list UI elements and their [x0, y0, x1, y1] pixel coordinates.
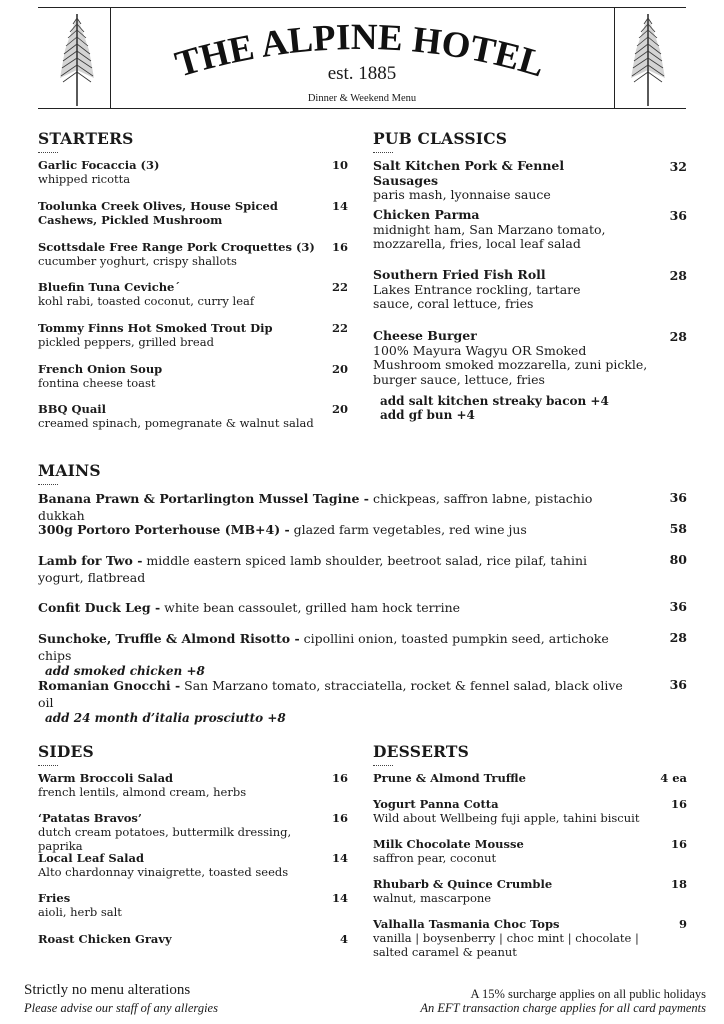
item-desc: cipollini onion, toasted pumpkin seed, artichoke chips: [38, 631, 609, 663]
item-name: ‘Patatas Bravos’: [38, 811, 142, 825]
menu-item: [38, 771, 338, 799]
item-desc: white bean cassoulet, grilled ham hock terrine: [164, 600, 461, 615]
item-desc: Wild about Wellbeing fuji apple, tahini biscuit: [373, 811, 640, 825]
item-name: Banana Prawn & Portarlington Mussel Tagine -: [38, 491, 369, 506]
menu-item: [38, 811, 338, 853]
item-desc: creamed spinach, pomegranate & walnut salad: [38, 416, 314, 430]
menu-item: [38, 199, 323, 227]
addon-bacon: add salt kitchen streaky bacon +4: [380, 394, 609, 408]
item-desc: Alto chardonnay vinaigrette, toasted seeds: [38, 865, 289, 879]
item-name: Scottsdale Free Range Pork Croquettes (3): [38, 240, 315, 254]
menu-item: [373, 797, 648, 825]
item-desc: saffron pear, coconut: [373, 851, 497, 865]
addon-gf-bun: add gf bun +4: [380, 408, 475, 422]
item-price: 18: [670, 877, 687, 891]
menu-item: [38, 240, 338, 268]
item-name: 300g Portoro Porterhouse (MB+4) -: [38, 522, 290, 537]
menu-item: [38, 490, 638, 524]
item-name: French Onion Soup: [38, 362, 163, 376]
item-price: 16: [670, 797, 687, 811]
item-name: Tommy Finns Hot Smoked Trout Dip: [38, 321, 273, 335]
item-price: 4 ea: [660, 771, 687, 785]
menu-item: [38, 521, 638, 538]
menu-item: [38, 932, 338, 946]
item-price: 4: [339, 932, 348, 946]
item-price: 16: [331, 771, 348, 785]
menu-item: [38, 552, 628, 586]
item-desc: chickpeas, saffron labne, pistachio dukkah: [38, 491, 593, 523]
item-price: 14: [331, 851, 348, 865]
menu-item: [373, 159, 633, 203]
mains-heading: MAINS: [38, 461, 101, 480]
item-name: Valhalla Tasmania Choc Tops: [373, 917, 560, 931]
item-name: Confit Duck Leg -: [38, 600, 161, 615]
item-desc: kohl rabi, toasted coconut, curry leaf: [38, 294, 255, 308]
item-desc: cucumber yoghurt, crispy shallots: [38, 254, 237, 268]
item-desc: dutch cream potatoes, buttermilk dressing, paprika: [38, 825, 292, 853]
item-price: 20: [331, 402, 348, 416]
item-name: Warm Broccoli Salad: [38, 771, 174, 785]
item-name: Roast Chicken Gravy: [38, 932, 172, 946]
hotel-title-text: THE ALPINE HOTEL: [170, 18, 550, 86]
item-name: Rhubarb & Quince Crumble: [373, 877, 553, 891]
menu-item: [38, 630, 638, 678]
desserts-heading: DESSERTS: [373, 742, 470, 761]
menu-item: [38, 891, 338, 919]
menu-item: [373, 877, 643, 905]
item-desc: San Marzano tomato, stracciatella, rocket & fennel salad, black olive oil: [38, 678, 623, 710]
item-desc: fontina cheese toast: [38, 376, 156, 390]
item-price: 28: [669, 630, 687, 645]
menu-item: [38, 402, 338, 430]
item-name: Southern Fried Fish Roll: [373, 267, 546, 282]
item-price: 36: [669, 208, 687, 223]
item-desc: vanilla | boysenberry | choc mint | chocolate | salted caramel & peanut: [373, 931, 639, 959]
menu-item: [38, 677, 638, 725]
item-name: Local Leaf Salad: [38, 851, 145, 865]
item-name: Sunchoke, Truffle & Almond Risotto -: [38, 631, 300, 646]
item-price: 32: [669, 159, 687, 174]
item-name: Garlic Focaccia (3): [38, 158, 160, 172]
item-desc: middle eastern spiced lamb shoulder, beetroot salad, rice pilaf, tahini yogurt, flatbread: [38, 553, 587, 585]
menu-item: [373, 771, 643, 785]
item-desc: 100% Mayura Wagyu OR Smoked Mushroom smoked mozzarella, zuni pickle, burger sauce, lettuce, fries: [373, 342, 648, 387]
item-price: 28: [669, 329, 687, 344]
footer-surcharge: A 15% surcharge applies on all public holidays: [470, 987, 706, 1001]
footer-no-alterations: Strictly no menu alterations: [24, 982, 191, 998]
item-price: 22: [331, 280, 348, 294]
menu-item: [373, 329, 658, 387]
menu-item: [38, 158, 328, 186]
item-price: 10: [331, 158, 348, 172]
item-desc: walnut, mascarpone: [373, 891, 492, 905]
header-bottom-rule: [38, 108, 686, 109]
item-price: 80: [669, 552, 687, 567]
item-name: BBQ Quail: [38, 402, 107, 416]
item-price: 14: [331, 891, 348, 905]
footer-eft-charge: An EFT transaction charge applies for all card payments: [420, 1001, 706, 1015]
menu-item: [373, 268, 623, 312]
pub-classics-heading: PUB CLASSICS: [373, 129, 508, 148]
item-desc: whipped ricotta: [38, 172, 131, 186]
menu-item: [38, 321, 328, 349]
item-price: 16: [670, 837, 687, 851]
item-name: Lamb for Two -: [38, 553, 143, 568]
item-price: 14: [331, 199, 348, 213]
item-price: 36: [669, 599, 687, 614]
item-name: Prune & Almond Truffle: [373, 771, 526, 785]
item-desc: french lentils, almond cream, herbs: [38, 785, 247, 799]
item-name: Bluefin Tuna Ceviche´: [38, 280, 181, 294]
item-price: 20: [331, 362, 348, 376]
item-desc: glazed farm vegetables, red wine jus: [293, 522, 527, 537]
menu-item: [373, 917, 673, 959]
item-name: Toolunka Creek Olives, House Spiced Cashews, Pickled Mushroom: [38, 199, 278, 227]
starters-heading: STARTERS: [38, 129, 134, 148]
menu-item: [38, 851, 338, 879]
item-name: Romanian Gnocchi -: [38, 678, 181, 693]
footer-allergies: Please advise our staff of any allergies: [24, 1001, 218, 1015]
sides-heading: SIDES: [38, 742, 94, 761]
item-name: Fries: [38, 891, 71, 905]
item-desc: pickled peppers, grilled bread: [38, 335, 214, 349]
item-price: 28: [669, 268, 687, 283]
menu-item: [373, 837, 643, 865]
item-price: 16: [331, 811, 348, 825]
item-price: 58: [669, 521, 687, 536]
established-year: est. 1885: [327, 63, 397, 84]
item-name: Chicken Parma: [373, 207, 480, 222]
menu-item: [38, 280, 328, 308]
item-desc: Lakes Entrance rockling, tartare sauce, coral lettuce, fries: [373, 281, 581, 311]
item-price: 36: [669, 677, 687, 692]
item-name: Salt Kitchen Pork & Fennel Sausages: [373, 158, 565, 188]
menu-item: [38, 362, 328, 390]
header-top-rule: [38, 7, 686, 8]
menu-item: [373, 208, 623, 252]
item-desc: aioli, herb salt: [38, 905, 122, 919]
menu-item: [38, 599, 638, 616]
item-addon: add smoked chicken +8: [45, 664, 205, 678]
item-name: Yogurt Panna Cotta: [373, 797, 499, 811]
item-price: 16: [331, 240, 348, 254]
item-price: 36: [669, 490, 687, 505]
item-price: 22: [331, 321, 348, 335]
menu-subtitle: Dinner & Weekend Menu: [307, 93, 417, 104]
item-name: Cheese Burger: [373, 328, 477, 343]
item-addon: add 24 month d’italia prosciutto +8: [45, 711, 286, 725]
item-desc: midnight ham, San Marzano tomato, mozzarella, fries, local leaf salad: [373, 221, 606, 251]
item-desc: paris mash, lyonnaise sauce: [373, 187, 551, 202]
item-name: Milk Chocolate Mousse: [373, 837, 524, 851]
item-price: 9: [678, 917, 687, 931]
hotel-title: [130, 18, 590, 98]
